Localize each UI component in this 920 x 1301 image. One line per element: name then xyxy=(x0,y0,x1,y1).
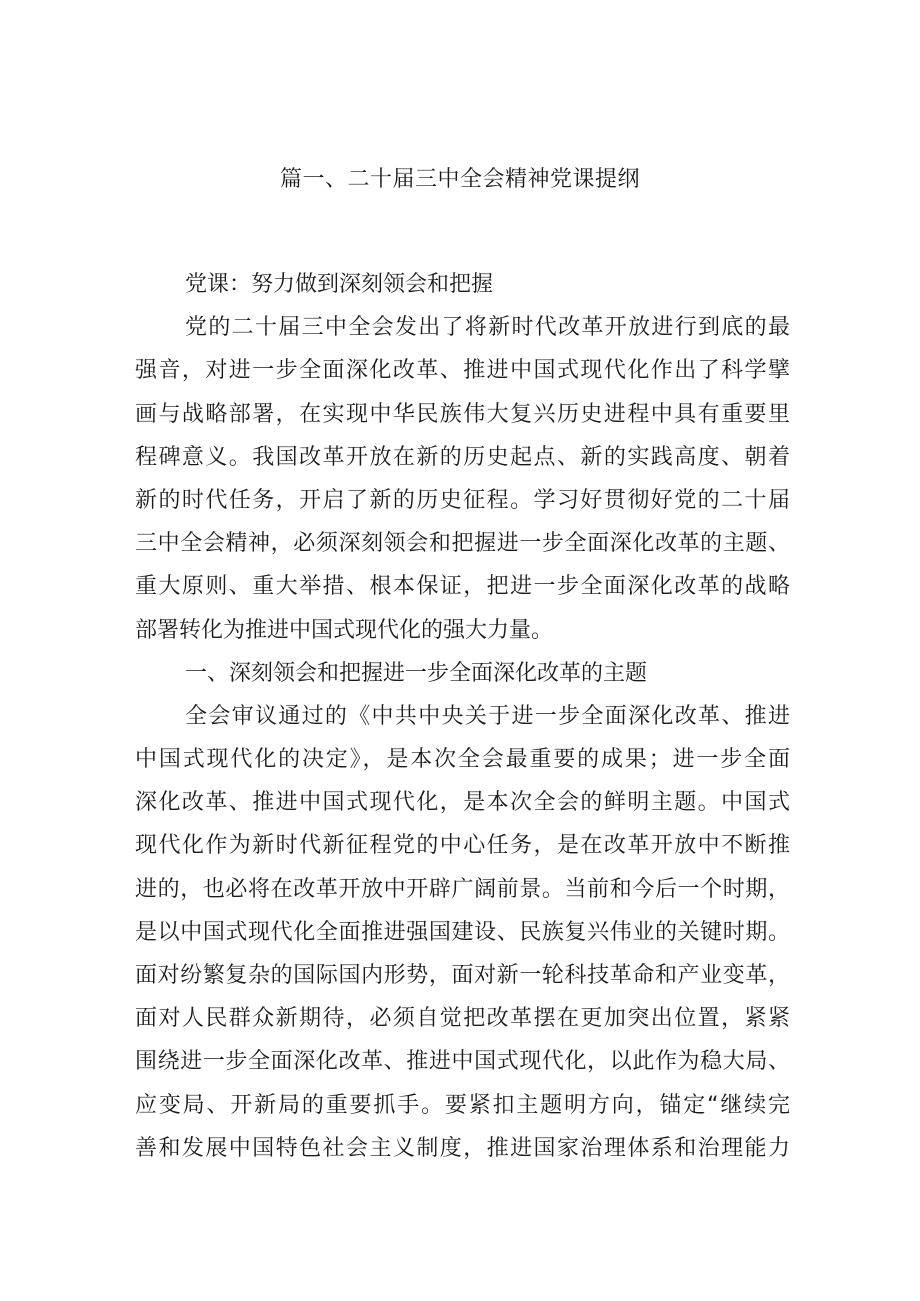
text-line: 全会审议通过的《中共中央关于进一步全面深化改革、推进 xyxy=(185,703,790,729)
text-line: 党课：努力做到深刻领会和把握 xyxy=(185,272,494,297)
text-line: 画与战略部署，在实现中华民族伟大复兴历史进程中具有重要里 xyxy=(135,401,790,427)
text-line: 新的时代任务，开启了新的历史征程。学习好贯彻好党的二十届 xyxy=(135,487,790,513)
text-line: 中国式现代化的决定》，是本次全会最重要的成果；进一步全面 xyxy=(135,747,790,773)
text-line: 应变局、开新局的重要抓手。要紧扣主题明方向，锚定“继续完 xyxy=(135,1092,790,1118)
text-line: 善和发展中国特色社会主义制度，推进国家治理体系和治理能力 xyxy=(135,1135,790,1161)
document-body xyxy=(135,263,790,1170)
text-line: 围绕进一步全面深化改革、推进中国式现代化，以此作为稳大局、 xyxy=(135,1049,790,1075)
text-line: 深化改革、推进中国式现代化，是本次全会的鲜明主题。中国式 xyxy=(135,790,790,816)
text-line: 三中全会精神，必须深刻领会和把握进一步全面深化改革的主题、 xyxy=(135,531,790,557)
text-line: 强音，对进一步全面深化改革、推进中国式现代化作出了科学擘 xyxy=(135,358,790,384)
document-title: 篇一、二十届三中全会精神党课提纲 xyxy=(279,167,640,192)
text-line: 一、深刻领会和把握进一步全面深化改革的主题 xyxy=(185,660,648,686)
text-line: 面对人民群众新期待，必须自觉把改革摆在更加突出位置，紧紧 xyxy=(135,1006,790,1032)
text-line: 重大原则、重大举措、根本保证，把进一步全面深化改革的战略 xyxy=(135,574,790,600)
text-line: 是以中国式现代化全面推进强国建设、民族复兴伟业的关键时期。 xyxy=(135,919,790,945)
text-line: 现代化作为新时代新征程党的中心任务，是在改革开放中不断推 xyxy=(135,833,790,859)
text-line: 党的二十届三中全会发出了将新时代改革开放进行到底的最 xyxy=(185,315,790,341)
text-line: 面对纷繁复杂的国际国内形势，面对新一轮科技革命和产业变革， xyxy=(135,963,790,988)
text-line: 程碑意义。我国改革开放在新的历史起点、新的实践高度、朝着 xyxy=(135,444,790,470)
text-line: 进的，也必将在改革开放中开辟广阔前景。当前和今后一个时期， xyxy=(135,876,790,902)
text-line: 部署转化为推进中国式现代化的强大力量。 xyxy=(135,617,554,643)
